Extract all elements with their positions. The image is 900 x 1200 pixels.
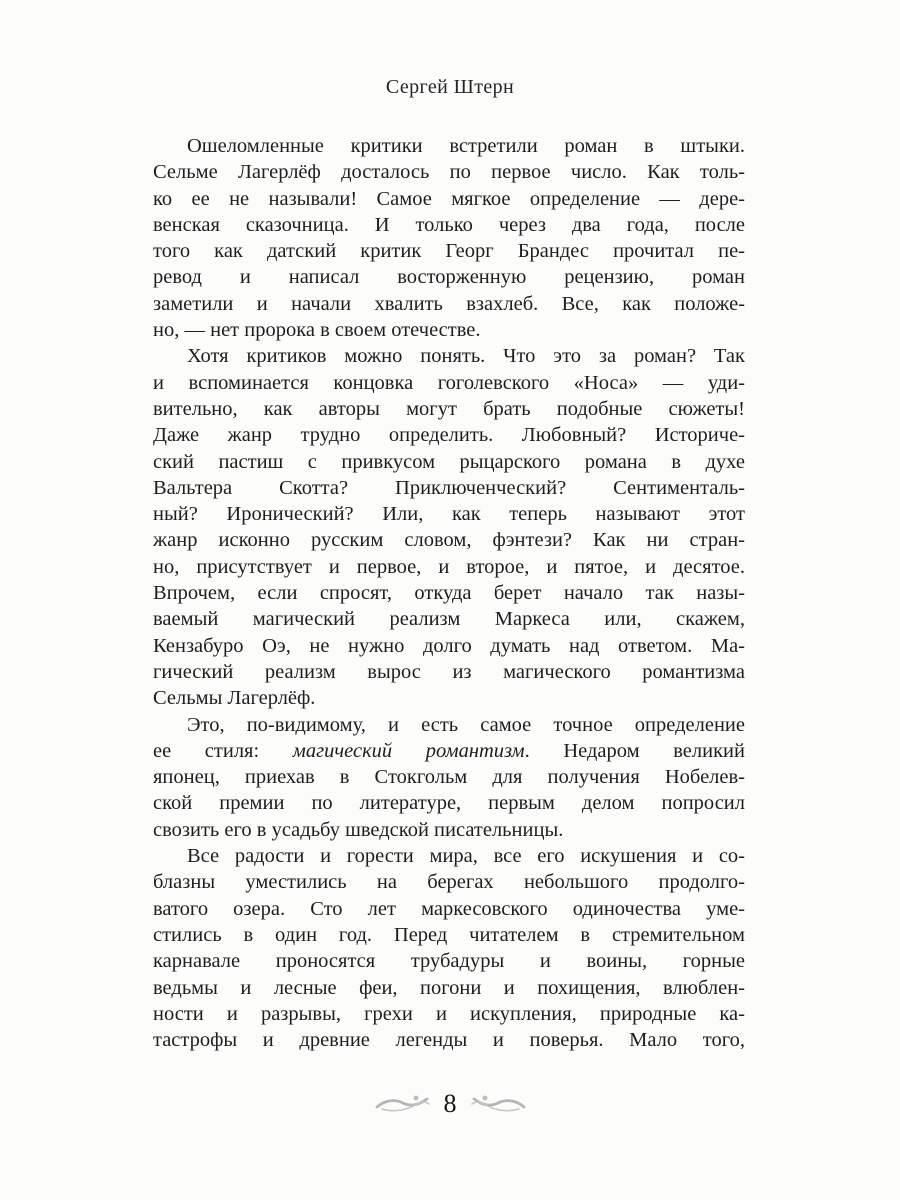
text-line: ведьмы и лесные феи, погони и похищения, влюблен- (153, 976, 745, 999)
paragraph (153, 343, 745, 711)
text-line: но, — нет пророка в своем отечестве. (153, 319, 481, 342)
text-line: гический реализм вырос из магического романтизма (153, 660, 745, 683)
paragraph (153, 843, 745, 1053)
text-line: блазны уместились на берегах небольшого продолго- (153, 871, 745, 894)
text-segment: ее стиля: (153, 739, 293, 762)
running-header: Сергей Штерн (385, 76, 515, 98)
text-line: Впрочем, если спросят, откуда берет начало так назы- (153, 582, 745, 605)
italic-text-segment: магический романтизм (292, 739, 525, 762)
paragraph (153, 133, 745, 343)
text-line: ской премии по литературе, первым делом попросил (153, 792, 745, 815)
text-line: Это, по-видимому, и есть самое точное определение (187, 713, 745, 736)
text-line: Вальтера Скотта? Приключенческий? Сентименталь- (153, 476, 745, 499)
text-line: ный? Иронический? Или, как теперь называют этот (153, 503, 745, 526)
body-text (153, 133, 745, 1053)
flourish-swash-icon (470, 1092, 526, 1116)
text-line: ревод и написал восторженную рецензию, роман (153, 266, 745, 289)
text-line: Кензабуро Оэ, не нужно долго думать над ответом. Ма- (153, 634, 745, 657)
text-line: Сельмы Лагерлёф. (153, 687, 316, 710)
page-number: 8 (443, 1089, 457, 1118)
text-line: Хотя критиков можно понять. Что это за роман? Так (187, 345, 745, 368)
text-line: но, присутствует и первое, и второе, и пятое, и десятое. (153, 555, 745, 578)
text-line: ватого озера. Сто лет маркесовского одиночества уме- (153, 897, 745, 920)
text-segment: . Недаром великий (524, 739, 745, 762)
text-line: японец, приехав в Стокгольм для получения Нобелев- (153, 766, 745, 789)
text-line: ности и разрывы, грехи и искупления, природные ка- (153, 1002, 745, 1025)
flourish-swash-icon (375, 1092, 431, 1116)
paragraph (153, 712, 745, 843)
text-line: карнавале проносятся трубадуры и воины, горные (153, 950, 745, 973)
text-line: тастрофы и древние легенды и поверья. Мало того, (153, 1029, 745, 1052)
text-line: заметили и начали хвалить взахлеб. Все, как положе- (153, 292, 745, 315)
text-line: Ошеломленные критики встретили роман в штыки. (187, 135, 745, 157)
text-line: и вспоминается концовка гоголевского «Носа» — уди- (153, 371, 745, 394)
text-line: стились в один год. Перед читателем в стремительном (153, 923, 745, 946)
text-line: венская сказочница. И только через два года, после (153, 213, 745, 236)
text-line: ваемый магический реализм Маркеса или, скажем, (153, 608, 745, 631)
text-line: свозить его в усадьбу шведской писательницы. (153, 818, 564, 841)
text-line: ко ее не называли! Самое мягкое определение — дере- (153, 187, 745, 210)
text-line: Все радости и горести мира, все его искушения и со- (187, 845, 745, 868)
text-line: Даже жанр трудно определить. Любовный? Историче- (153, 424, 745, 447)
text-line: того как датский критик Георг Брандес прочитал пе- (153, 240, 745, 263)
page-footer (0, 1086, 900, 1122)
text-line-with-italic (153, 738, 745, 764)
text-line: Сельме Лагерлёф досталось по первое число. Как толь- (153, 161, 745, 184)
text-line: вительно, как авторы могут брать подобные сюжеты! (153, 397, 745, 420)
text-line: жанр исконно русским словом, фэнтези? Как ни стран- (153, 529, 745, 552)
text-line: ский пастиш с привкусом рыцарского романа в духе (153, 450, 745, 473)
